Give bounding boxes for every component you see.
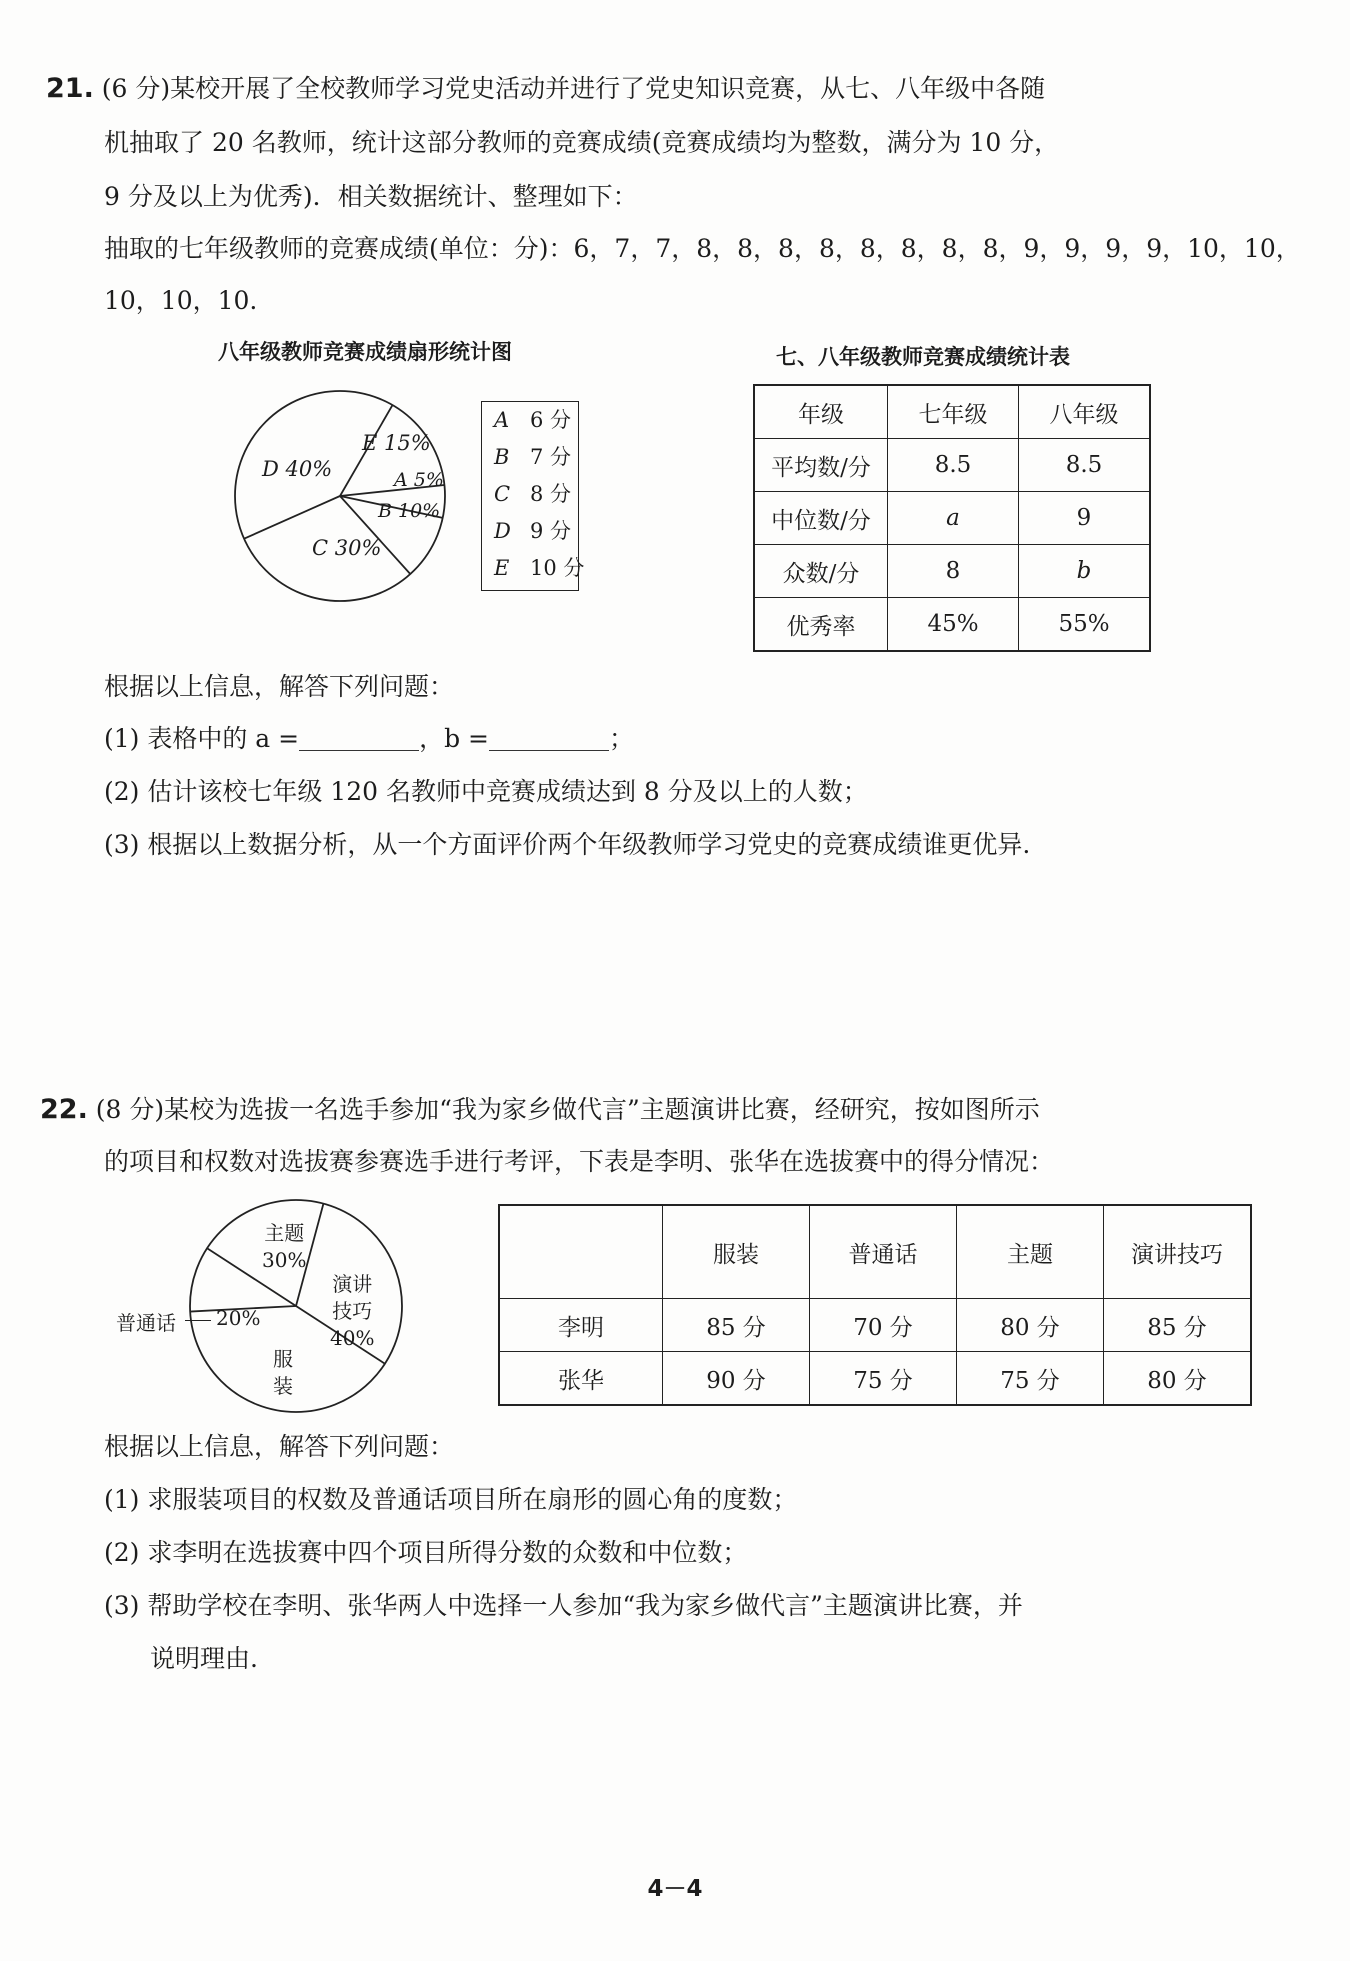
table-row <box>754 545 1150 598</box>
q21-line-4: 抽取的七年级教师的竞赛成绩(单位：分)：6，7，7，8，8，8，8，8，8，8，8，9，9，9，9，10，10， <box>104 234 1301 263</box>
table-cell: 年级 <box>754 385 888 439</box>
q21-line-3: 9 分及以上为优秀)．相关数据统计、整理如下： <box>104 182 638 211</box>
table-cell <box>499 1205 663 1299</box>
q22-sub-3-line-2: 说明理由. <box>150 1644 258 1673</box>
table-row <box>499 1299 1251 1352</box>
table-cell: 80 分 <box>957 1299 1104 1352</box>
table-cell: 8 <box>888 545 1019 598</box>
q22-label-theme <box>262 1220 306 1274</box>
q21-pie-label-C: C 30% <box>312 536 382 560</box>
table-cell: 七年级 <box>888 385 1019 439</box>
q22-sub-3-line-1: (3) 帮助学校在李明、张华两人中选择一人参加“我为家乡做代言”主题演讲比赛，并 <box>104 1591 1023 1620</box>
q21-pie-label-E: E 15% <box>362 431 431 455</box>
table-cell: 75 分 <box>957 1352 1104 1406</box>
table-cell: a <box>888 492 1019 545</box>
q22-label-mandarin: 普通话 <box>116 1311 176 1335</box>
label-text: 技巧 <box>332 1299 373 1323</box>
table-cell: 85 分 <box>1104 1299 1252 1352</box>
table-cell: 45% <box>888 598 1019 652</box>
table-cell: 众数/分 <box>754 545 888 598</box>
legend-item: A 6 分 <box>494 408 572 432</box>
q22-line-2: 的项目和权数对选拔赛参赛选手进行考评，下表是李明、张华在选拔赛中的得分情况： <box>104 1147 1055 1176</box>
q21-sub-1-end: ； <box>609 724 635 753</box>
table-cell: 平均数/分 <box>754 439 888 492</box>
table-cell: 演讲技巧 <box>1104 1205 1252 1299</box>
q21-number: 21. <box>46 73 94 104</box>
q21-text-1: (6 分)某校开展了全校教师学习党史活动并进行了党史知识竞赛，从七、八年级中各随 <box>101 74 1046 103</box>
q21-table-title: 七、八年级教师竞赛成绩统计表 <box>776 345 1070 369</box>
q21-line-5: 10，10，10. <box>104 286 258 315</box>
table-cell: 8.5 <box>1019 439 1151 492</box>
label-text: 演讲 <box>332 1272 373 1296</box>
q21-pie-chart <box>230 386 450 606</box>
q22-intro: 根据以上信息，解答下列问题： <box>104 1432 455 1461</box>
label-text: 30% <box>262 1248 307 1272</box>
table-header-row <box>499 1205 1251 1299</box>
q22-score-table <box>498 1204 1252 1406</box>
label-text: 装 <box>273 1374 293 1398</box>
table-cell: 中位数/分 <box>754 492 888 545</box>
q21-line-2: 机抽取了 20 名教师，统计这部分教师的竞赛成绩(竞赛成绩均为整数，满分为 10 分， <box>104 128 1060 157</box>
table-cell: 80 分 <box>1104 1352 1252 1406</box>
q21-sub-2: (2) 估计该校七年级 120 名教师中竞赛成绩达到 8 分及以上的人数； <box>104 777 868 806</box>
table-cell: b <box>1019 545 1151 598</box>
q21-slice-boundary <box>244 496 340 539</box>
q22-sub-2: (2) 求李明在选拔赛中四个项目所得分数的众数和中位数； <box>104 1538 748 1567</box>
table-cell: 75 分 <box>810 1352 957 1406</box>
q22-label-clothes <box>273 1346 293 1400</box>
q21-intro: 根据以上信息，解答下列问题： <box>104 672 455 701</box>
legend-item: B 7 分 <box>494 445 572 469</box>
q21-sub-3: (3) 根据以上数据分析，从一个方面评价两个年级教师学习党史的竞赛成绩谁更优异. <box>104 830 1031 859</box>
q22-number: 22. <box>40 1094 88 1125</box>
table-row <box>499 1352 1251 1406</box>
table-cell: 八年级 <box>1019 385 1151 439</box>
q22-text-1: (8 分)某校为选拔一名选手参加“我为家乡做代言”主题演讲比赛，经研究，按如图所示 <box>95 1095 1040 1124</box>
q21-sub-1 <box>104 722 634 756</box>
q21-pie-label-B: B 10% <box>378 500 441 522</box>
answer-blank-b[interactable] <box>489 724 609 751</box>
q21-stats-table <box>753 384 1151 652</box>
label-text: 服 <box>273 1347 293 1371</box>
table-cell: 85 分 <box>663 1299 810 1352</box>
q21-pie-title: 八年级教师竞赛成绩扇形统计图 <box>218 340 512 364</box>
q22-label-skill <box>330 1271 374 1352</box>
table-row <box>754 598 1150 652</box>
q22-leader-line <box>185 1320 211 1321</box>
table-cell: 普通话 <box>810 1205 957 1299</box>
q21-sub-1-b: ，b = <box>419 724 490 753</box>
table-cell: 张华 <box>499 1352 663 1406</box>
label-text: 主题 <box>264 1221 305 1245</box>
q21-pie-label-D: D 40% <box>262 457 333 481</box>
table-row <box>754 439 1150 492</box>
q22-line-1 <box>40 1093 1040 1127</box>
table-cell: 优秀率 <box>754 598 888 652</box>
q22-sub-1: (1) 求服装项目的权数及普通话项目所在扇形的圆心角的度数； <box>104 1485 798 1514</box>
label-text: 40% <box>330 1326 375 1350</box>
table-cell: 70 分 <box>810 1299 957 1352</box>
table-cell: 服装 <box>663 1205 810 1299</box>
q21-line-1 <box>46 72 1045 106</box>
page-number: 4－4 <box>647 1876 703 1902</box>
q21-pie-label-A: A 5% <box>394 469 444 491</box>
table-cell: 55% <box>1019 598 1151 652</box>
table-cell: 主题 <box>957 1205 1104 1299</box>
table-header-row <box>754 385 1150 439</box>
table-cell: 李明 <box>499 1299 663 1352</box>
legend-item: C 8 分 <box>494 482 572 506</box>
q22-label-mandarin-pct: 20% <box>216 1306 261 1330</box>
answer-blank-a[interactable] <box>299 724 419 751</box>
table-cell: 8.5 <box>888 439 1019 492</box>
legend-item: E 10 分 <box>494 556 585 580</box>
legend-item: D 9 分 <box>494 519 572 543</box>
table-row <box>754 492 1150 545</box>
table-cell: 9 <box>1019 492 1151 545</box>
table-cell: 90 分 <box>663 1352 810 1406</box>
q21-legend <box>481 401 585 591</box>
q21-sub-1-a: (1) 表格中的 a = <box>104 724 300 753</box>
